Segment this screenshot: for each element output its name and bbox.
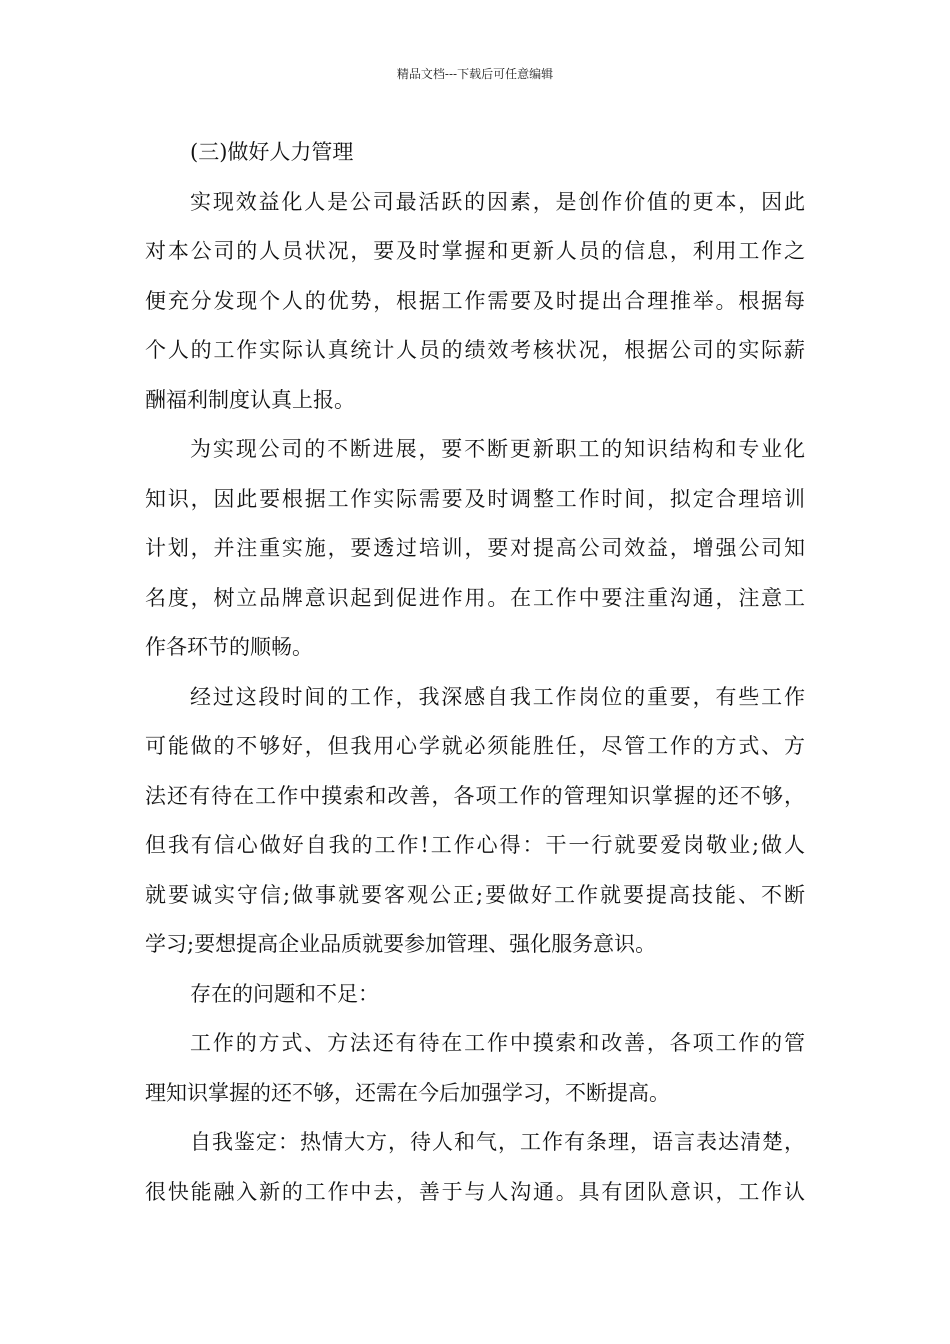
paragraph-line: 个人的工作实际认真统计人员的绩效考核状况，根据公司的实际薪	[145, 338, 805, 362]
section-heading: (三)做好人力管理	[190, 140, 354, 164]
paragraph-line: 便充分发现个人的优势，根据工作需要及时提出合理推举。根据每	[145, 288, 805, 313]
paragraph-line: 法还有待在工作中摸索和改善，各项工作的管理知识掌握的还不够，	[145, 783, 805, 808]
paragraph-line: 名度，树立品牌意识起到促进作用。在工作中要注重沟通，注意工	[145, 585, 805, 610]
paragraph-line: 工作的方式、方法还有待在工作中摸索和改善，各项工作的管	[190, 1031, 805, 1055]
paragraph-line: 但我有信心做好自我的工作!工作心得：干一行就要爱岗敬业;做人	[145, 833, 805, 857]
paragraph-line: 对本公司的人员状况，要及时掌握和更新人员的信息，利用工作之	[145, 239, 805, 263]
paragraph-line: 知识，因此要根据工作实际需要及时调整工作时间，拟定合理培训	[145, 486, 805, 511]
paragraph-line: 酬福利制度认真上报。	[145, 387, 355, 412]
subheading: 存在的问题和不足：	[190, 981, 379, 1006]
paragraph-line: 为实现公司的不断进展，要不断更新职工的知识结构和专业化	[190, 437, 805, 461]
paragraph-line: 实现效益化人是公司最活跃的因素，是创作价值的更本，因此	[190, 189, 805, 214]
paragraph-line: 学习;要想提高企业品质就要参加管理、强化服务意识。	[145, 932, 657, 956]
header-note: 精品文档---下载后可任意编辑	[396, 67, 554, 81]
paragraph-line: 计划，并注重实施，要透过培训，要对提高公司效益，增强公司知	[145, 536, 805, 560]
paragraph-line: 很快能融入新的工作中去，善于与人沟通。具有团队意识，工作认	[145, 1179, 805, 1204]
paragraph-line: 经过这段时间的工作，我深感自我工作岗位的重要，有些工作	[190, 684, 805, 709]
document-body	[145, 128, 805, 1217]
paragraph-line: 理知识掌握的还不够，还需在今后加强学习，不断提高。	[145, 1080, 670, 1105]
paragraph-line: 作各环节的顺畅。	[145, 635, 313, 659]
paragraph-line: 自我鉴定：热情大方，待人和气，工作有条理，语言表达清楚，	[190, 1130, 805, 1154]
paragraph-line: 就要诚实守信;做事就要客观公正;要做好工作就要提高技能、不断	[145, 882, 805, 907]
paragraph-line: 可能做的不够好，但我用心学就必须能胜任，尽管工作的方式、方	[145, 734, 805, 758]
